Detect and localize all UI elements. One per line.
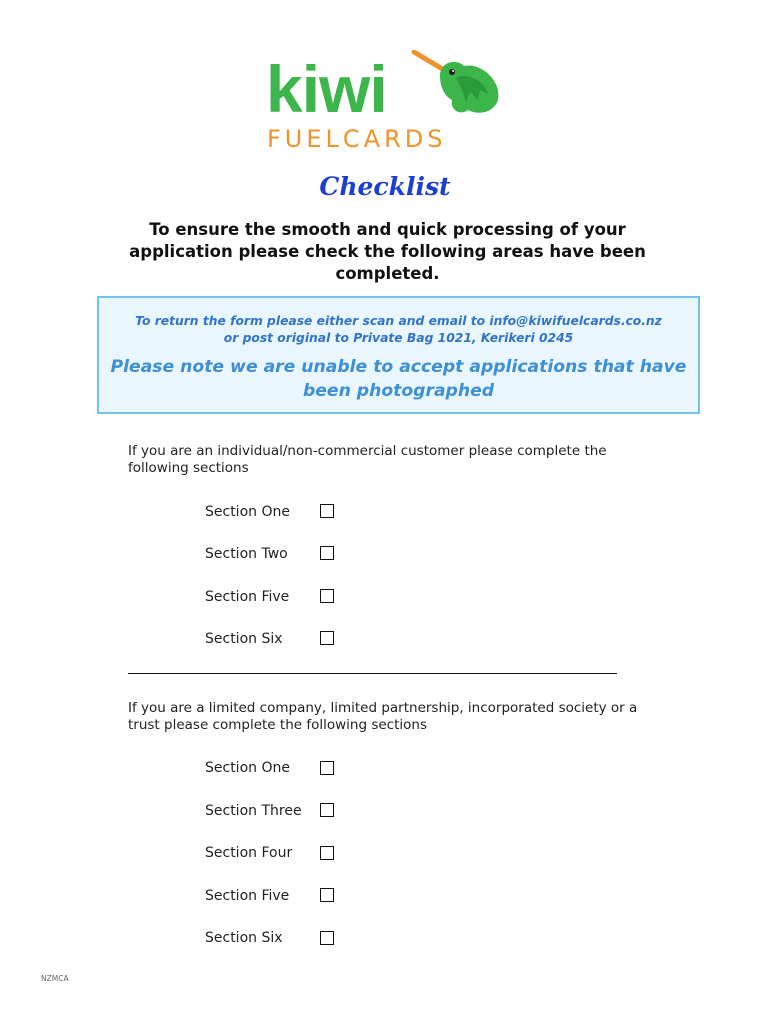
return-notice-box [97,296,700,414]
notice-post-line: or post original to Private Bag 1021, Kerikeri 0245 [223,331,574,345]
checkbox[interactable] [320,888,334,902]
kiwi-fuelcards-logo [266,50,506,154]
checkbox[interactable] [320,546,334,560]
checklist-item: Section Two [205,546,288,562]
checklist-item: Section Four [205,845,293,861]
intro-text: To ensure the smooth and quick processing of your application please check the following areas have been completed. [129,220,646,283]
checkbox[interactable] [320,761,334,775]
checklist-item: Section One [205,504,290,520]
section-divider [128,673,617,674]
kiwi-bird-icon [410,50,510,120]
checklist-item: Section Five [205,888,290,904]
notice-photograph-warning: Please note we are unable to accept applications that have been photographed [110,357,687,401]
company-instructions: If you are a limited company, limited partnership, incorporated society or a trust please complete the following sections [128,700,638,733]
notice-email-line: To return the form please either scan and email to info@kiwifuelcards.co.nz [135,314,662,328]
checkbox[interactable] [320,631,334,645]
footer-code: NZMCA [41,974,69,983]
logo-wordmark: kiwi [266,52,387,126]
checklist-item: Section Six [205,631,283,647]
checkbox[interactable] [320,846,334,860]
logo-subtitle: FUELCARDS [267,125,447,153]
checklist-item: Section Three [205,803,302,819]
individual-instructions: If you are an individual/non-commercial customer please complete the following sections [128,443,607,476]
page-title: Checklist [319,172,451,201]
checklist-item: Section One [205,760,290,776]
checklist-item: Section Six [205,930,283,946]
checkbox[interactable] [320,803,334,817]
checkbox[interactable] [320,931,334,945]
checkbox[interactable] [320,504,334,518]
checkbox[interactable] [320,589,334,603]
checklist-item: Section Five [205,589,290,605]
